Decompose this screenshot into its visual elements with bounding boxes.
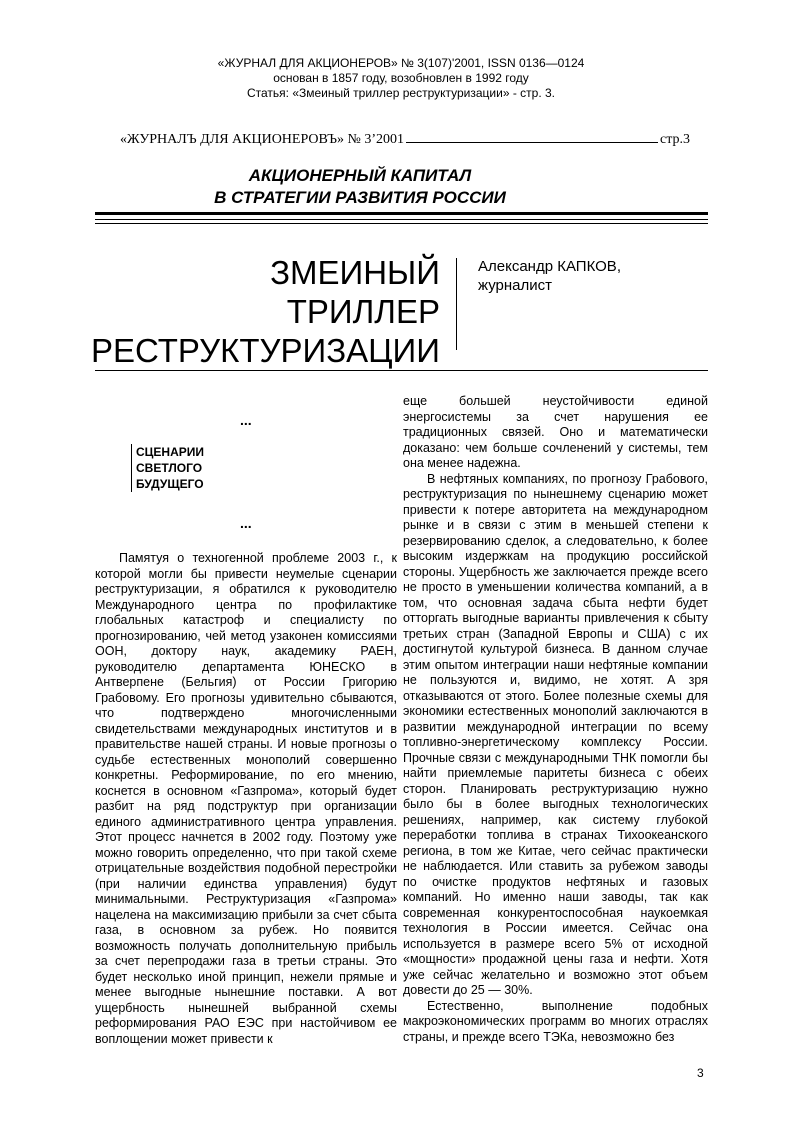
page-number: 3 (697, 1066, 704, 1080)
divider-thin-1 (95, 219, 708, 220)
section-heading-line2: В СТРАТЕГИИ РАЗВИТИЯ РОССИИ (214, 188, 506, 207)
right-column-paragraph-3: Естественно, выполнение подобных макроэкономических программ во многих отраслях страны, и прежде всего ТЭКа, невозможно без (403, 998, 708, 1044)
title-author-separator (456, 258, 457, 350)
divider-thick (95, 212, 708, 215)
subheading (131, 444, 204, 492)
left-column (95, 551, 397, 1047)
article-title-line1: ЗМЕИНЫЙ (270, 254, 440, 291)
article-title (91, 253, 440, 370)
subheading-line3: БУДУЩЕГО (136, 477, 204, 491)
section-heading-line1: АКЦИОНЕРНЫЙ КАПИТАЛ (248, 166, 472, 185)
section-heading (120, 165, 600, 209)
left-column-paragraph: Памятуя о техногенной проблеме 2003 г., к которой могли бы привести неумелые сценарии реструктуризации, я обратился к руководителю Международного центра по профилактике глобальных катастроф и специалисту по прогнозированию, чей метод узаконен комиссиями ООН, доктору наук, академику РАЕН, руководителю департамента ЮНЕСКО в Антверпене (Бельгия) от России Григорию Грабовому. Его прогнозы удивительно сбываются, что подтверждено многочисленными свидетельствами международных институтов и в правительстве нашей страны. И новые прогнозы о судьбе естественных монополий совершенно конкретны. Реформирование, по его мнению, коснется в основном «Газпрома», который будет разбит на ряд подструктур при организации единого административного центра управления. Этот процесс начнется в 2002 году. Поэтому уже можно говорить определенно, что при такой схеме отрицательные воздействия подобной перестройки (при наличии единства управления) будут минимальными. Реструктуризация «Газпрома» нацелена на максимизацию прибыли за счет сбыта газа, в основном за рубеж. Но появится возможность получать дополнительную прибыль за счет перепродажи газа в третьи страны. Это будет несколько иной принцип, нежели прямые и менее выгодные нынешние поставки. А вот ущербность нынешней выбранной схемы реформирования РАО ЕЭС при настойчивом ее воплощении может привести к (95, 551, 397, 1046)
meta-line-article: Статья: «Змеиный триллер реструктуризации» - стр. 3. (246, 86, 556, 100)
running-header-rule (406, 130, 658, 143)
article-title-line3: РЕСТРУКТУРИЗАЦИИ (90, 332, 440, 369)
meta-line-journal: «ЖУРНАЛ ДЛЯ АКЦИОНЕРОВ» № 3(107)'2001, ISSN 0136—0124 (217, 56, 585, 70)
article-title-line2: ТРИЛЛЕР (286, 293, 440, 330)
running-header-title: «ЖУРНАЛЪ ДЛЯ АКЦИОНЕРОВЪ» № 3’2001 (120, 132, 405, 147)
divider-under-title (95, 370, 708, 371)
meta-line-founded: основан в 1857 году, возобновлен в 1992 году (273, 71, 529, 85)
right-column-paragraph-2: В нефтяных компаниях, по прогнозу Грабового, реструктуризация по нынешнему сценарию может привести к потере авторитета на международном рынке и в связи с этим в меньшей степени к резервированию сделок, а следовательно, к более высоким издержкам на продукцию российской стороны. Ущербность же заключается прежде всего не просто в уменьшении количества компаний, а в том, что основная задача сбыта нефти будет отторгать выгодные варианты привлечения к сбыту третьих стран (Западной Европы и США) с их достигнутой культурой бизнеса. В данном случае этим опытом интеграции наши нефтяные компании не пользуются и, видимо, не хотят. А зря отказываются от этого. Более полезные схемы для экономики естественных монополий заключаются в развитии международной интеграции по всему топливно-энергетическому комплексу России. Прочные связи с международными ТНК помогли бы найти приемлемые паритеты бизнеса с обеих сторон. Планировать реструктуризацию нужно было бы в более выгодных технологических решениях, например, как систему глубокой переработки топлива в странах Тихоокеанского региона, в том же Китае, чего сейчас практически не наблюдается. Или ставить за рубежом заводы по очистке продуктов нефтяных и газовых компаний. Но именно наши заводы, так как современная конкурентоспособная наукоемкая технология в России имеется. Сейчас она используется в размере всего 5% от исходной «мощности» продажной цены газа и нефти. Хотя уже сейчас желательно и возможно этот объем довести до 25 — 30%. (403, 471, 708, 997)
ellipsis-bottom: ... (240, 515, 252, 531)
author-name: Александр КАПКОВ, (478, 258, 621, 275)
right-column-paragraph-1: еще большей неустойчивости единой энергосистемы за счет нарушения ее традиционных связей. Оно и математически доказано: чем больше сочленений у системы, тем она менее надежна. (403, 394, 708, 470)
author-role: журналист (478, 277, 553, 294)
ellipsis-top: ... (240, 412, 252, 428)
running-header-page: стр.3 (659, 132, 690, 147)
subheading-line2: СВЕТЛОГО (136, 461, 203, 475)
meta-header (0, 56, 802, 101)
subheading-line1: СЦЕНАРИИ (136, 445, 205, 459)
right-column (403, 394, 708, 1045)
running-header (120, 130, 690, 148)
divider-thin-2 (95, 223, 708, 224)
author-block (478, 257, 621, 295)
